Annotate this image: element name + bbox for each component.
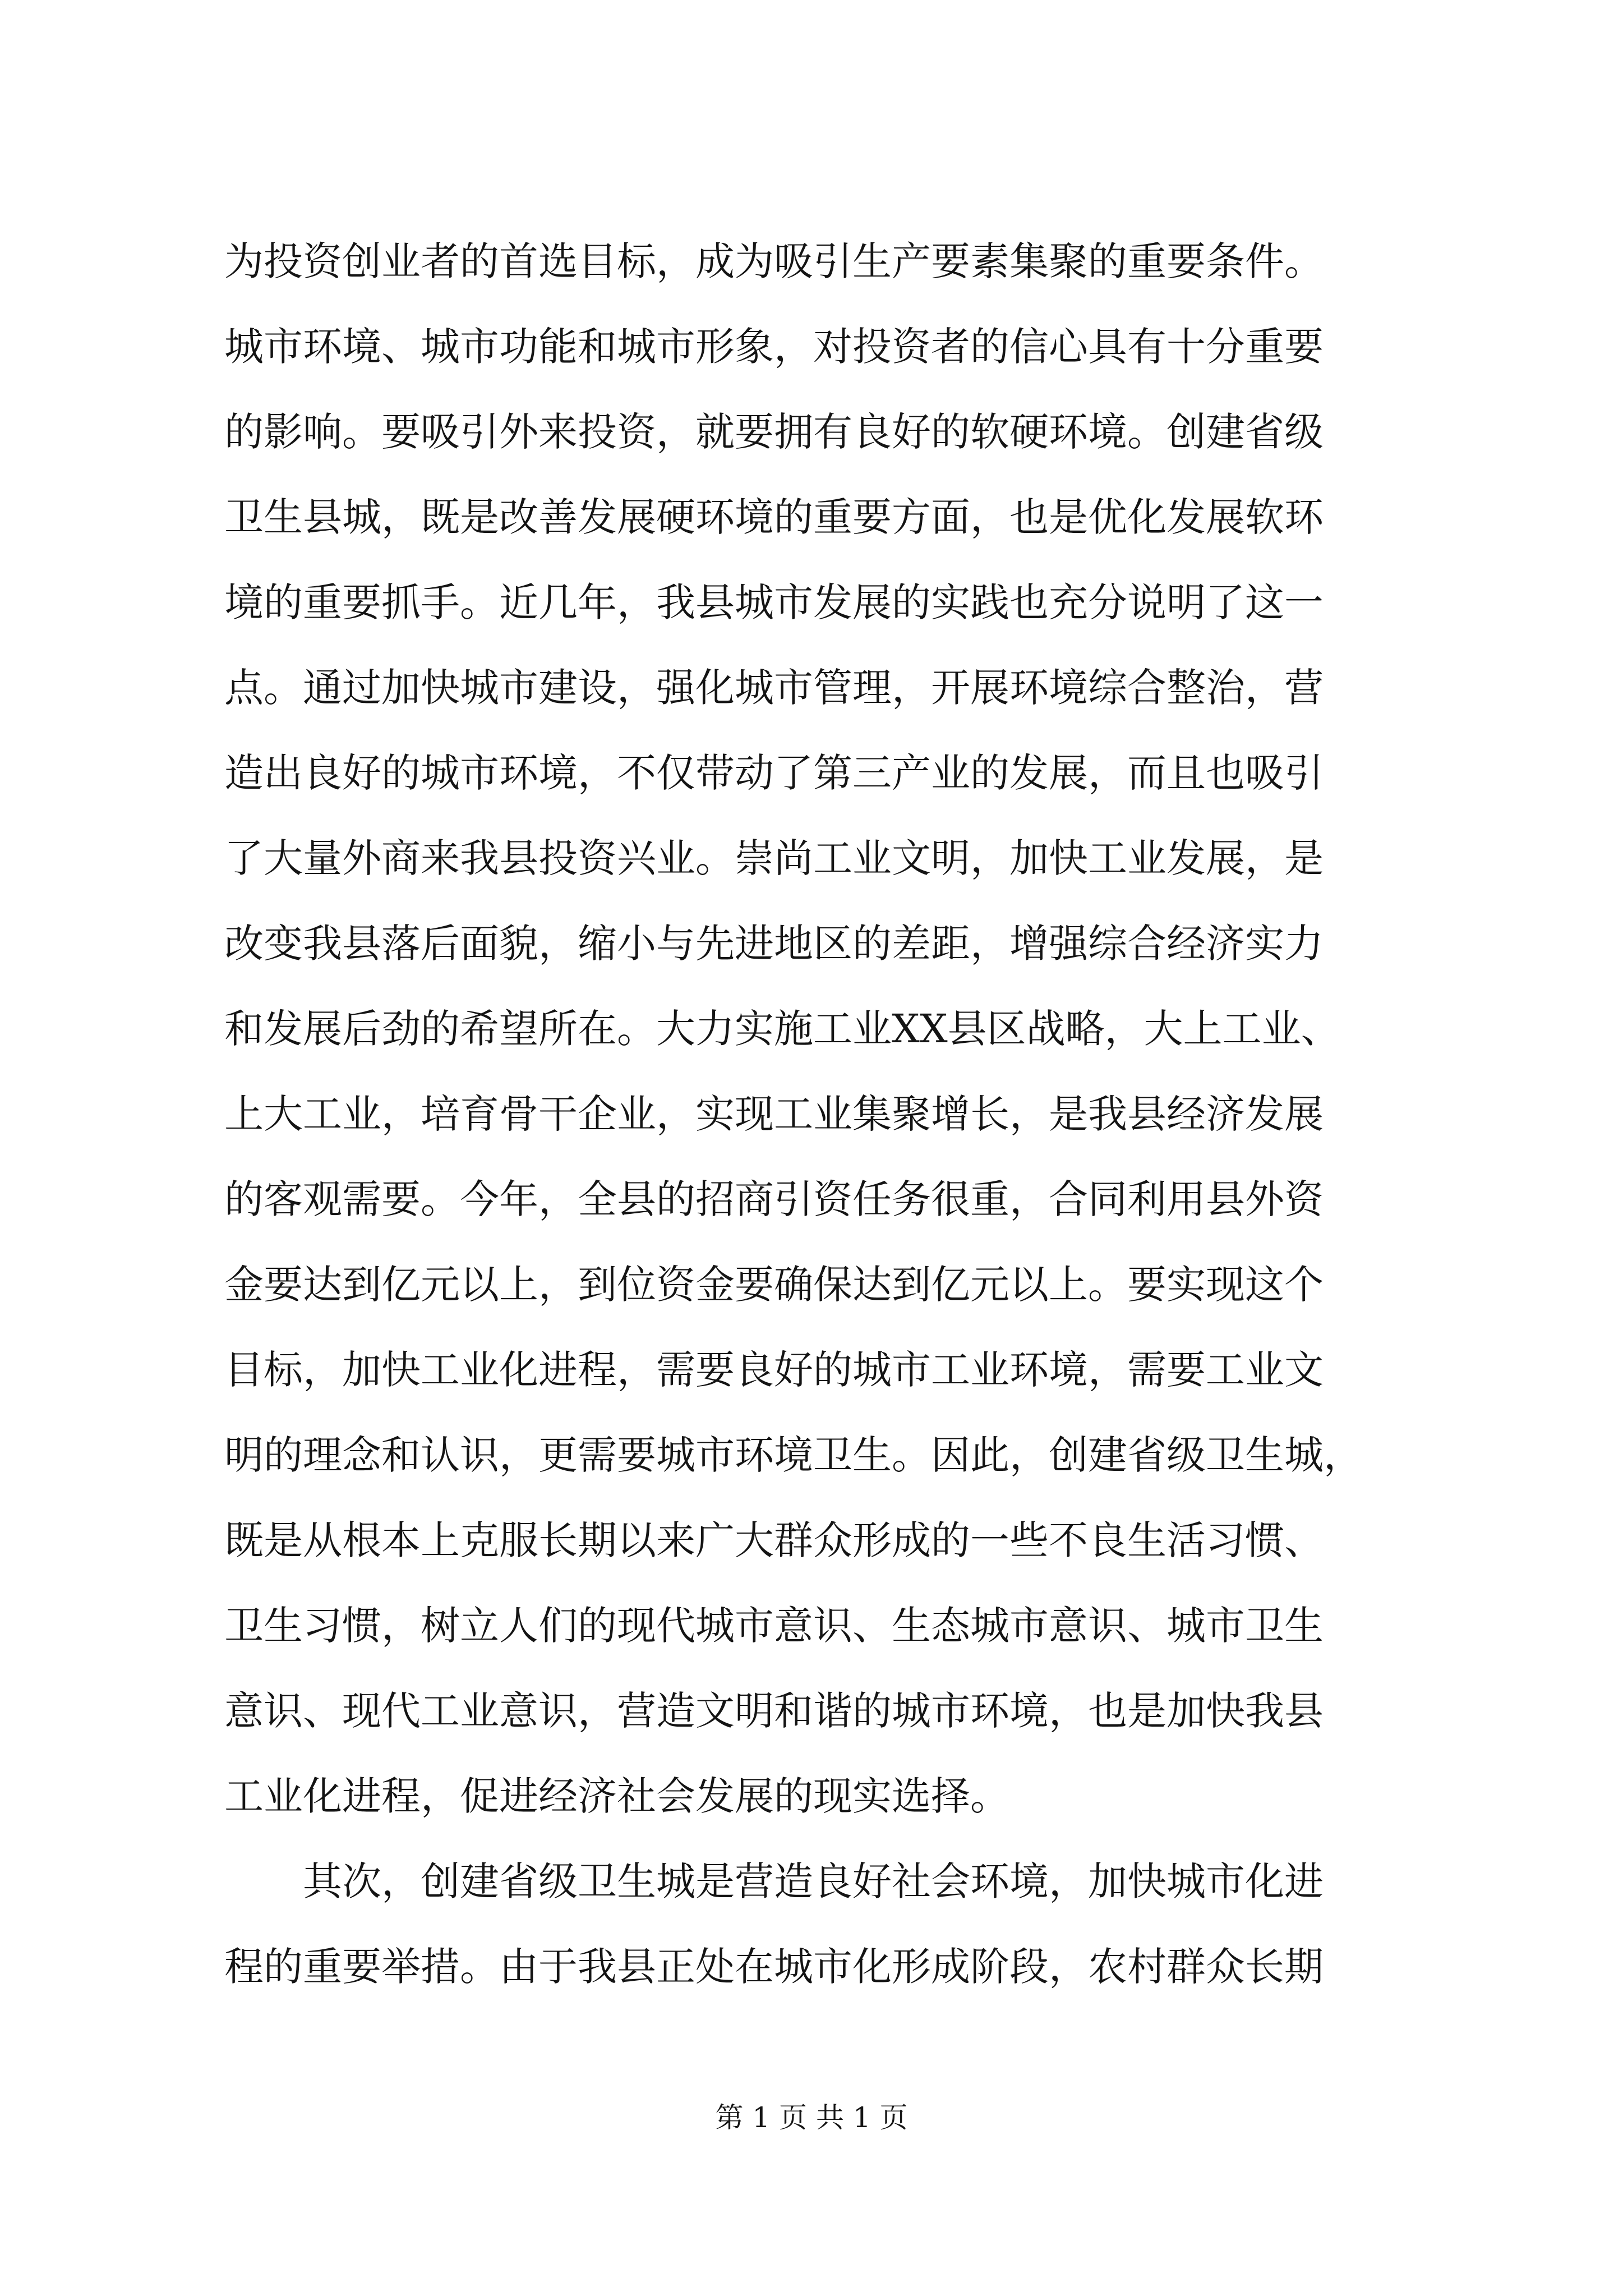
text-line: 和发展后劲的希望所在。大力实施工业XX县区战略，大上工业、 — [224, 1006, 1340, 1052]
text-line: 明的理念和认识，更需要城市环境卫生。因此，创建省级卫生城， — [224, 1432, 1363, 1478]
text-line: 造出良好的城市环境，不仅带动了第三产业的发展，而且也吸引 — [224, 750, 1324, 796]
body-text — [224, 219, 1413, 2009]
text-line: 目标，加快工业化进程，需要良好的城市工业环境，需要工业文 — [224, 1347, 1324, 1393]
text-line: 金要达到亿元以上，到位资金要确保达到亿元以上。要实现这个 — [224, 1262, 1324, 1308]
paragraph-start-line: 其次，创建省级卫生城是营造良好社会环境，加快城市化进 — [303, 1858, 1324, 1904]
text-line: 意识、现代工业意识，营造文明和谐的城市环境，也是加快我县 — [224, 1688, 1324, 1734]
text-line: 工业化进程，促进经济社会发展的现实选择。 — [224, 1773, 1009, 1819]
text-line: 点。通过加快城市建设，强化城市管理，开展环境综合整治，营 — [224, 665, 1324, 711]
page-footer: 第 1 页 共 1 页 — [715, 2101, 908, 2134]
text-line: 的客观需要。今年，全县的招商引资任务很重，合同利用县外资 — [224, 1176, 1324, 1222]
text-line: 既是从根本上克服长期以来广大群众形成的一些不良生活习惯、 — [224, 1517, 1324, 1563]
text-line: 卫生习惯，树立人们的现代城市意识、生态城市意识、城市卫生 — [224, 1603, 1324, 1649]
text-line: 为投资创业者的首选目标，成为吸引生产要素集聚的重要条件。 — [224, 238, 1324, 284]
text-line: 上大工业，培育骨干企业，实现工业集聚增长，是我县经济发展 — [224, 1091, 1324, 1137]
text-line: 境的重要抓手。近几年，我县城市发展的实践也充分说明了这一 — [224, 579, 1324, 625]
text-line: 卫生县城，既是改善发展硬环境的重要方面，也是优化发展软环 — [224, 494, 1324, 540]
text-line: 的影响。要吸引外来投资，就要拥有良好的软硬环境。创建省级 — [224, 409, 1324, 455]
text-line: 程的重要举措。由于我县正处在城市化形成阶段，农村群众长期 — [224, 1944, 1324, 1990]
text-line: 了大量外商来我县投资兴业。崇尚工业文明，加快工业发展，是 — [224, 835, 1324, 881]
text-line: 城市环境、城市功能和城市形象，对投资者的信心具有十分重要 — [224, 324, 1324, 370]
text-line: 改变我县落后面貌，缩小与先进地区的差距，增强综合经济实力 — [224, 921, 1324, 967]
